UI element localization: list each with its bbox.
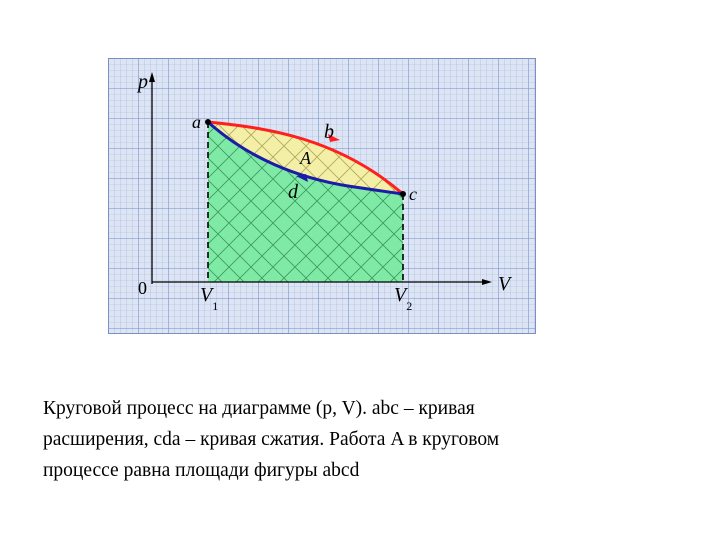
point-c-label: c xyxy=(409,184,417,204)
v1-label: $V_1$ xyxy=(200,284,219,313)
point-c-dot xyxy=(400,191,406,197)
point-a-dot xyxy=(205,119,211,125)
point-a-label: a xyxy=(192,112,201,132)
point-d-label: d xyxy=(288,181,298,203)
caption-line-3: процессе равна площади фигуры abcd xyxy=(43,460,360,481)
axis-p-label: p xyxy=(138,71,148,93)
origin-label: 0 xyxy=(138,278,147,298)
pv-diagram xyxy=(108,58,536,334)
point-b-label: b xyxy=(324,121,334,143)
work-area-label: A xyxy=(300,148,311,168)
axis-v-label: V xyxy=(498,273,511,295)
caption-line-2: расширения, cda – кривая сжатия. Работа A в круговом xyxy=(43,429,500,450)
caption-line-1: Круговой процесс на диаграмме (p, V). abc – кривая xyxy=(43,398,475,419)
caption xyxy=(43,393,683,486)
v2-label: $V_2$ xyxy=(394,284,413,313)
